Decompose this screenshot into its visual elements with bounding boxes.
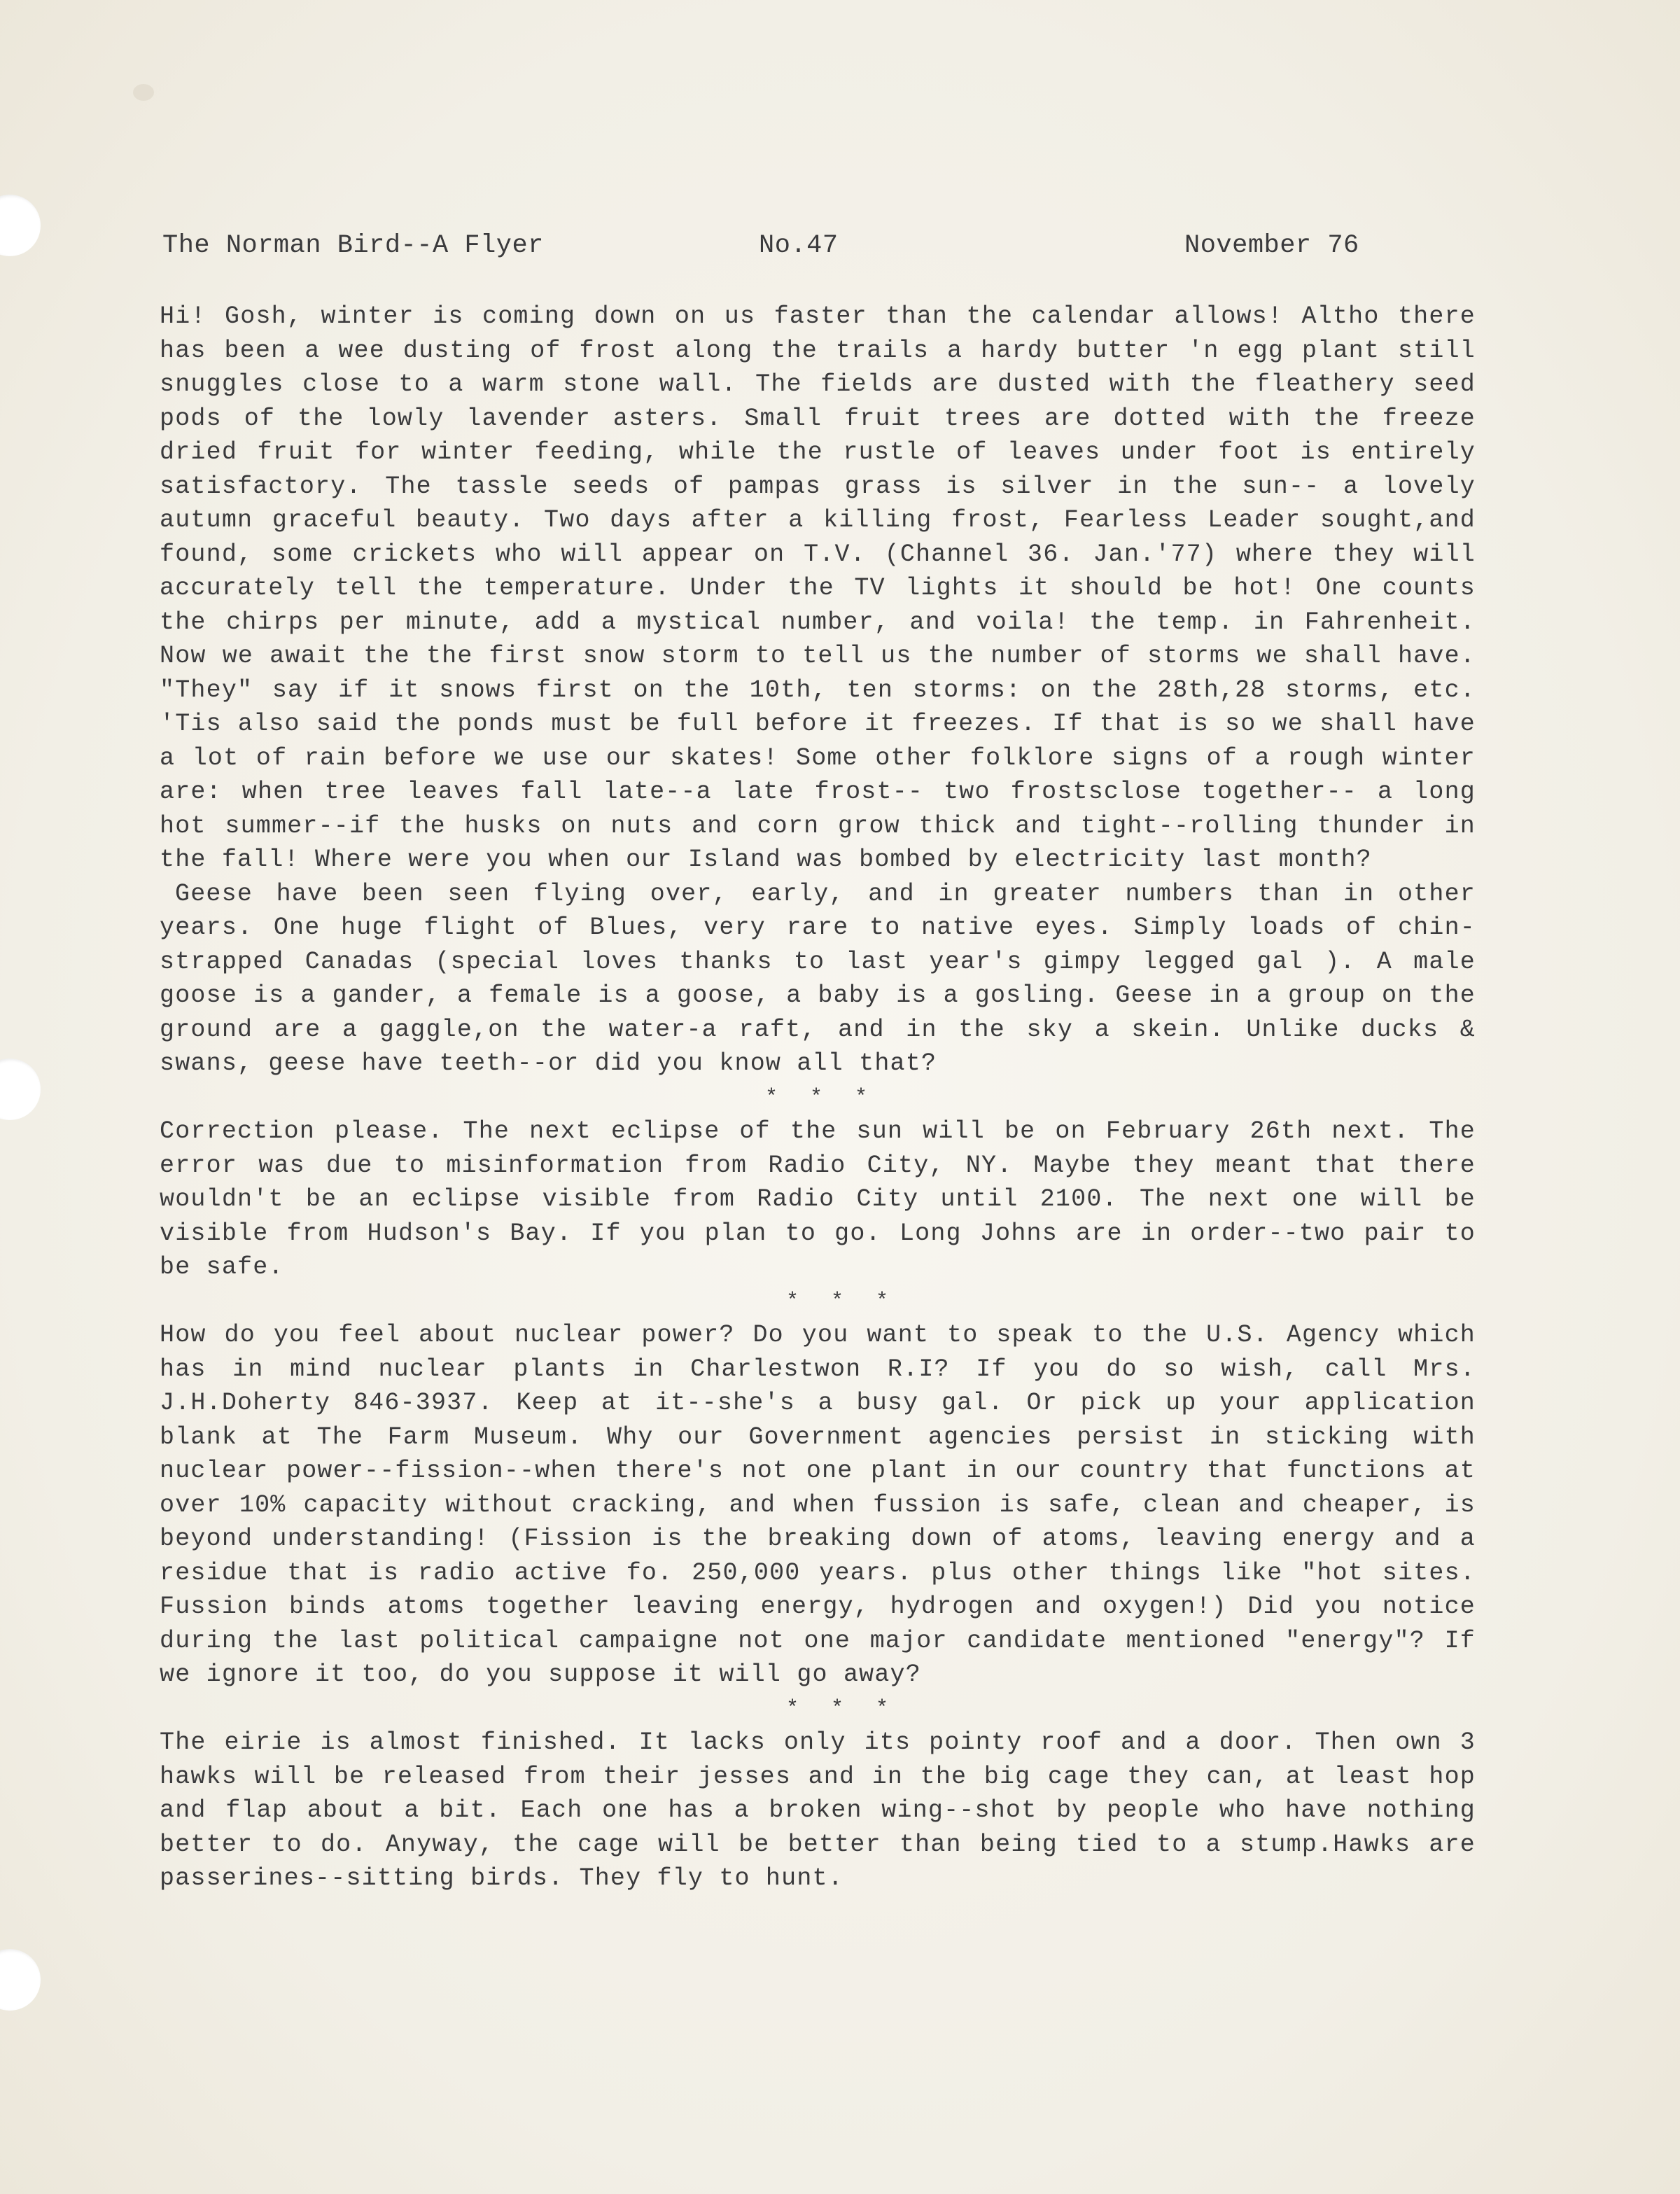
paragraph-winter: Hi! Gosh, winter is coming down on us faster than the calendar allows! Altho there has been a wee dusting of frost along the trails a hardy butter 'n egg plant still snuggles close to a warm stone wall. The fields are dusted with the fleathery seed pods of the lowly lavender asters. Small fruit trees are dotted with the freeze dried fruit for winter feeding, while the rustle of leaves under foot is entirely satisfactory. The tassle seeds of pampas grass is silver in the sun-- a lovely autumn graceful beauty. Two days after a killing frost, Fearless Leader sought,and found, some crickets who will appear on T.V. (Channel 36. Jan.'77) where they will accurately tell the temperature. Under the TV lights it should be hot! One counts the chirps per minute, add a mystical number, and voila! the temp. in Fahrenheit. Now we await the the first snow storm to tell us the number of storms we shall have. "They" say if it snows first on the 10th, ten storms: on the 28th,28 storms, etc. 'Tis also said the ponds must be full before it freezes. If that is so we shall have a lot of rain before we use our skates! Some other folklore signs of a rough winter are: when tree leaves fall late--a late frost-- two frostsclose together-- a long hot summer--if the husks on nuts and corn grow thick and tight--rolling thunder in the fall! Where were you when our Island was bombed by electricity last month? (160, 302, 1476, 874)
paragraph-hawks: The eirie is almost finished. It lacks only its pointy roof and a door. Then own 3 hawks will be released from their jesses and in the big cage they can, at least hop and flap about a bit. Each one has a broken wing--shot by people who have nothing better to do. Anyway, the cage will be better than being tied to a stump.Hawks are passerines--sitting birds. They fly to hunt. (160, 1728, 1476, 1892)
newsletter-title: The Norman Bird--A Flyer (162, 231, 544, 260)
issue-number: No.47 (759, 231, 839, 260)
issue-date: November 76 (1184, 231, 1359, 260)
section-separator: * * * (785, 1289, 898, 1313)
punch-hole-top (0, 195, 41, 256)
section-separator: * * * (785, 1696, 898, 1721)
paragraph-eclipse: Correction please. The next eclipse of the sun will be on February 26th next. The error was due to misinformation from Radio City, NY. Maybe they meant that there wouldn't be an eclipse visible from Radio City until 2100. The next one will be visible from Hudson's Bay. If you plan to go. Long Johns are in order--two pair to be safe. (160, 1117, 1476, 1281)
newsletter-header (162, 231, 1470, 266)
paper-smudge (133, 84, 154, 101)
paragraph-nuclear: How do you feel about nuclear power? Do you want to speak to the U.S. Agency which has in mind nuclear plants in Charlestwon R.I? If you do so wish, call Mrs. J.H.Doherty 846-3937. Keep at it--she's a busy gal. Or pick up your application blank at The Farm Museum. Why our Government agencies persist in sticking with nuclear power--fission--when there's not one plant in our country that functions at over 10% capacity without cracking, and when fussion is safe, clean and cheaper, is beyond understanding! (Fission is the breaking down of atoms, leaving energy and a residue that is radio active fo. 250,000 years. plus other things like "hot sites. Fussion binds atoms together leaving energy, hydrogen and oxygen!) Did you notice during the last political campaigne not one major candidate mentioned "energy"? If we ignore it too, do you suppose it will go away? (160, 1321, 1476, 1689)
punch-hole-middle (0, 1058, 41, 1120)
section-separator: * * * (764, 1085, 877, 1110)
paragraph-geese: Geese have been seen flying over, early, and in greater numbers than in other years. One huge flight of Blues, very rare to native eyes. Simply loads of chin-strapped Canadas (special loves thanks to last year's gimpy legged gal ). A male goose is a gander, a female is a goose, a baby is a gosling. Geese in a group on the ground are a gaggle,on the water-a raft, and in the sky a skein. Unlike ducks & swans, geese have teeth--or did you know all that? (160, 879, 1476, 1077)
punch-hole-bottom (0, 1949, 41, 2011)
newsletter-body (160, 300, 1476, 1896)
